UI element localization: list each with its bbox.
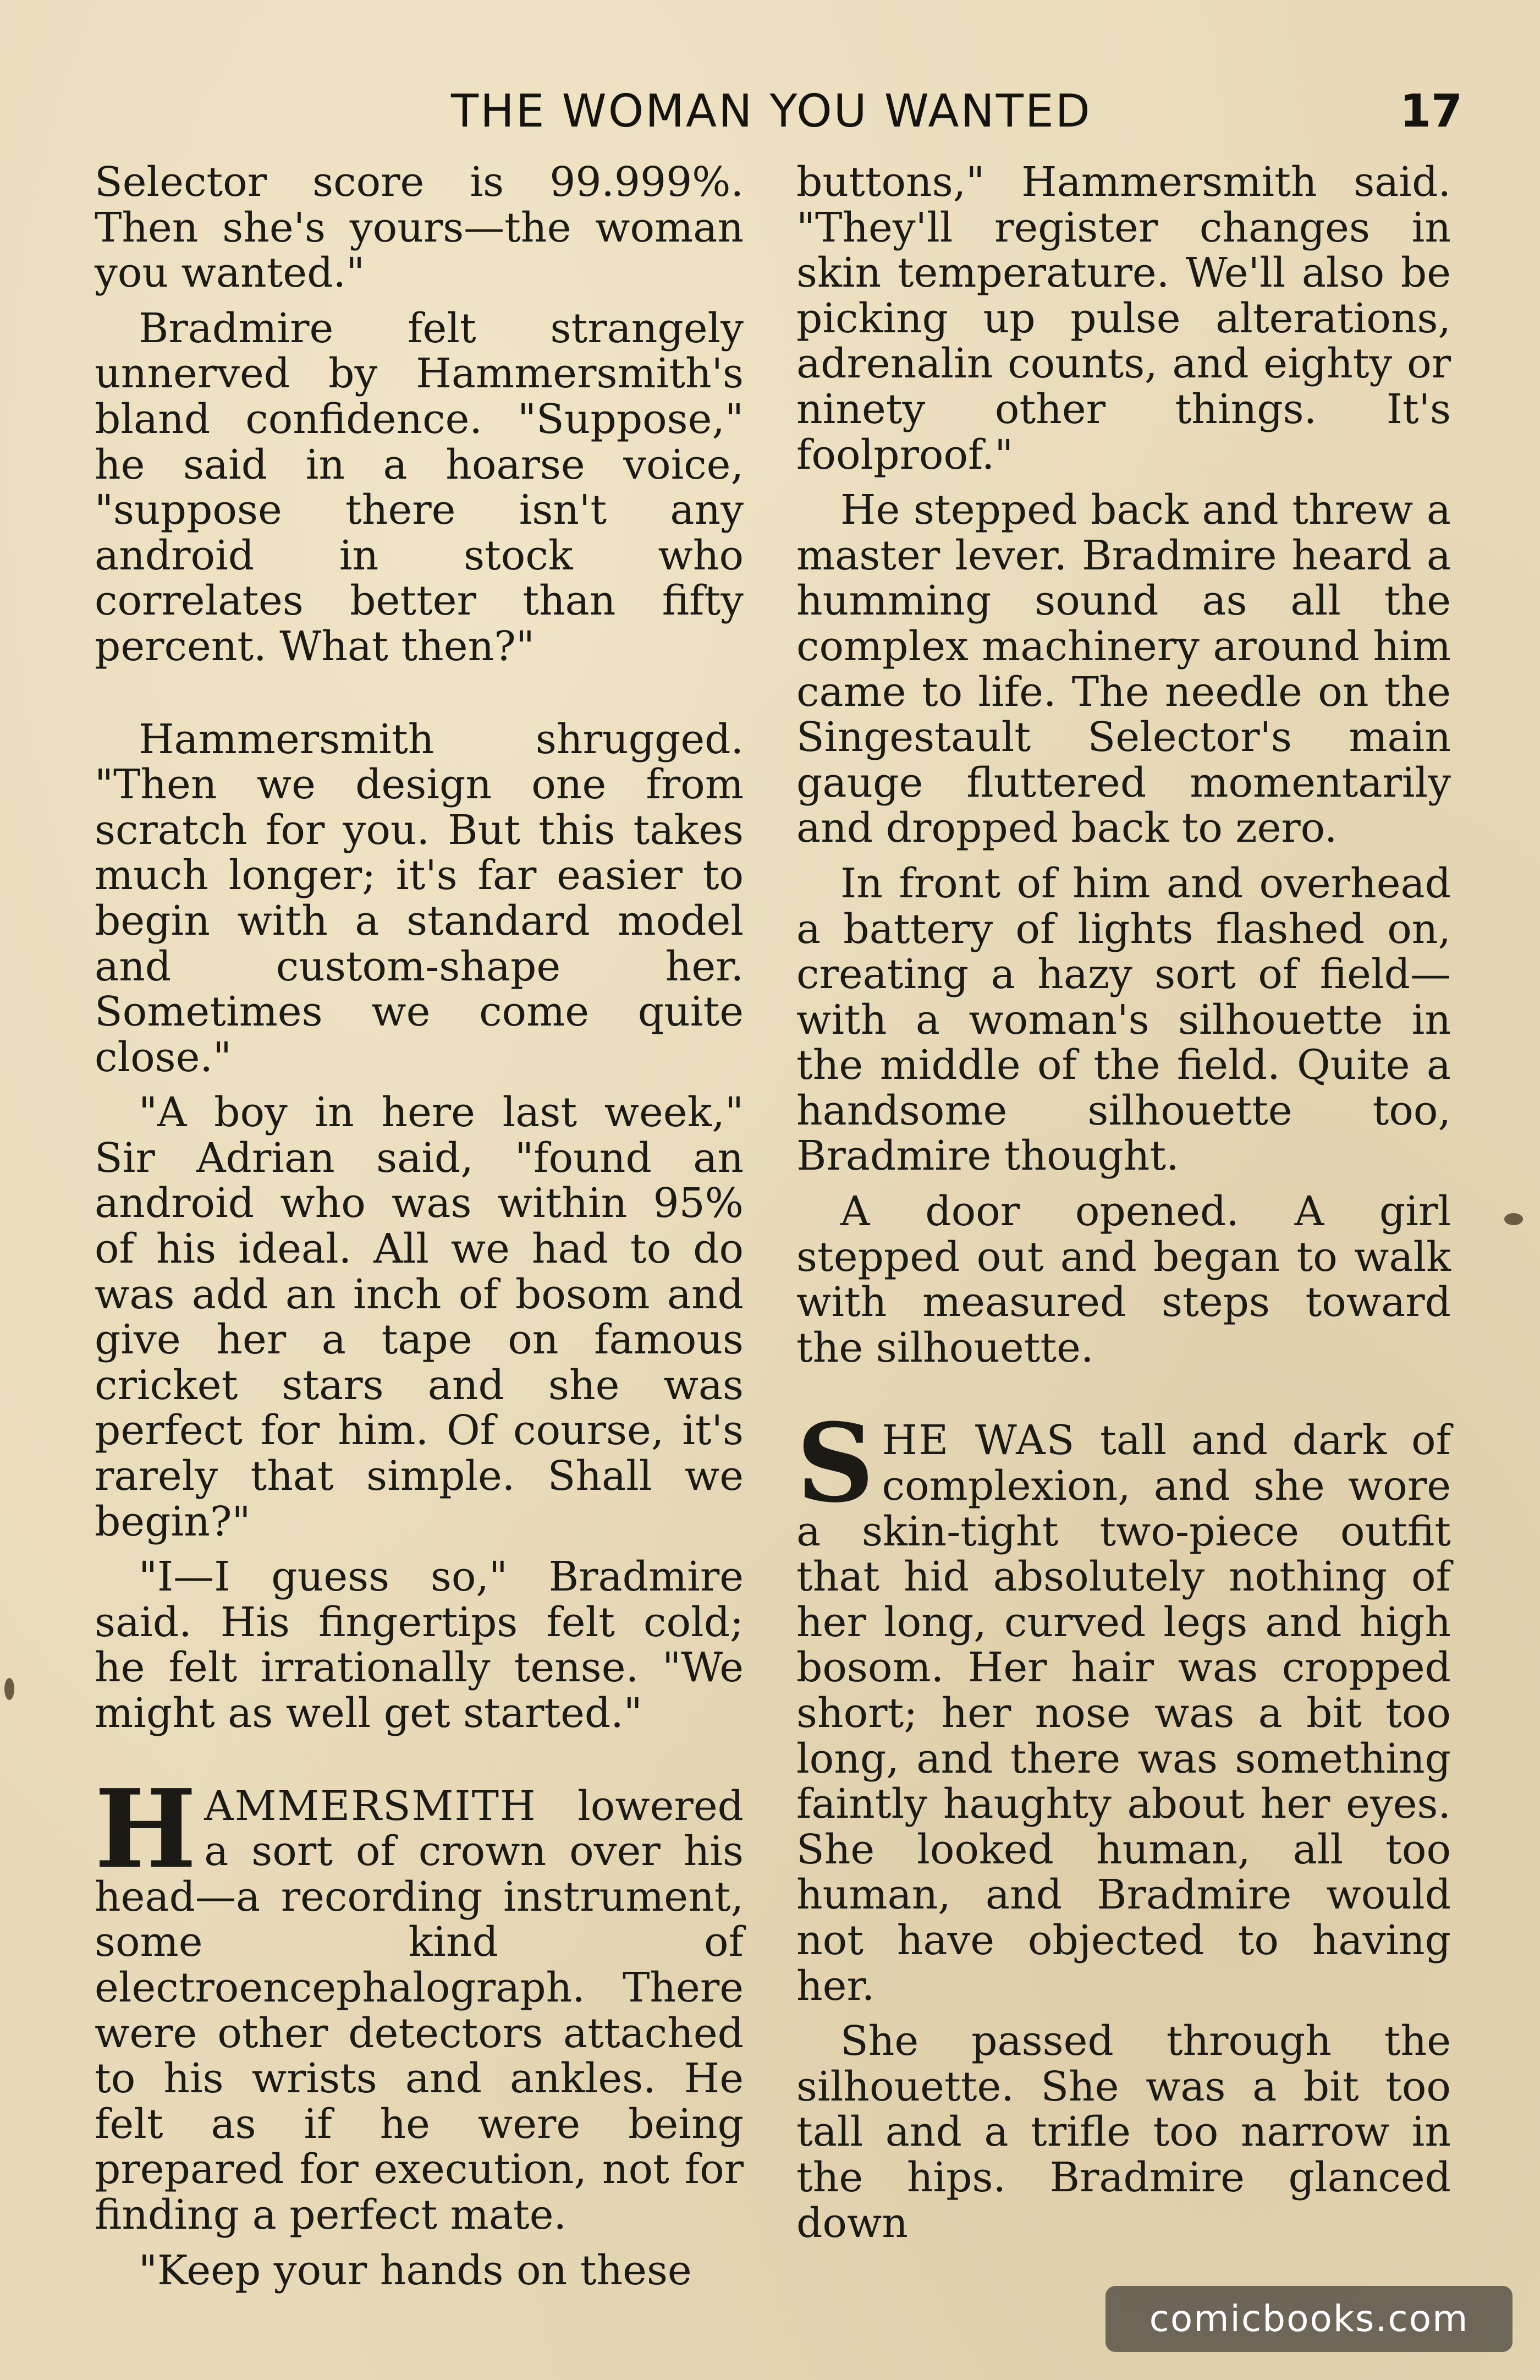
drop-cap: S (796, 1400, 875, 1527)
paragraph: "Keep your hands on these (139, 2246, 692, 2294)
paragraph: "A boy in here last week," Sir Adrian said, "found an android who was within 95% of his ideal. All we had to do was add an inch of bosom and give her a tape on famous cricket stars and she was perfect for him. Of course, it's rarely that simple. Shall we begin?" (95, 1089, 744, 1545)
paragraph: "I—I guess so," Bradmire said. His fingertips felt cold; he felt irrationally tense. "We might as well get started." (95, 1553, 744, 1737)
paragraph: Hammersmith shrugged. "Then we design one from scratch for you. But this takes much longer; it's far easier to begin with a standard model and custom-shape her. Sometimes we come quite close." (95, 715, 744, 1081)
paragraph-text: tall and dark of complexion, and she wore a skin-tight two-piece outfit that hid absolutely nothing of her long, curved legs and high bosom. Her hair was cropped short; her nose was a bit too long, and there was something faintly haughty about her eyes. She looked human, all too human, and Bradmire would not have objected to having her. (796, 1417, 1451, 2010)
running-header (0, 85, 1540, 146)
paragraph: buttons," Hammersmith said. "They'll register changes in skin temperature. We'll also be picking up pulse alterations, adrenalin counts, and eighty or ninety other things. It's foolproof." (796, 158, 1451, 479)
paragraph-text: lowered a sort of crown over his head—a recording instrument, some kind of electroencephalograph. There were other detectors attached to his wrists and ankles. He felt as if he were being prepared for execution, not for finding a perfect mate. (95, 1782, 744, 2239)
lead-in: AMMERSMITH (204, 1782, 537, 1830)
running-title: THE WOMAN YOU WANTED (451, 85, 1092, 138)
drop-cap: H (95, 1765, 197, 1893)
right-column (796, 160, 1451, 2246)
page-number: 17 (1400, 85, 1463, 138)
paragraph: A door opened. A girl stepped out and began to walk with measured steps toward the silhouette. (796, 1188, 1451, 1372)
paragraph: She passed through the silhouette. She was a bit too tall and a trifle too narrow in the hips. Bradmire glanced down (796, 2017, 1451, 2247)
paragraph: Selector score is 99.999%. Then she's yours—the woman you wanted." (95, 158, 744, 297)
paragraph: In front of him and overhead a battery of lights flashed on, creating a hazy sort of field—with a woman's silhouette in the middle of the field. Quite a handsome silhouette too, Bradmire thought. (796, 859, 1451, 1180)
left-column (95, 160, 744, 2293)
ink-speck (4, 1678, 14, 1700)
ink-speck (1504, 1213, 1523, 1225)
watermark: comicbooks.com (1106, 2286, 1513, 2352)
section-paragraph (95, 1765, 744, 2239)
paragraph: He stepped back and threw a master lever. Bradmire heard a humming sound as all the complex machinery around him came to life. The needle on the Singestault Selector's main gauge fluttered momentarily and dropped back to zero. (796, 486, 1451, 852)
lead-in: HE WAS (882, 1417, 1076, 1465)
section-paragraph (796, 1400, 1451, 2010)
paragraph: Bradmire felt strangely unnerved by Hammersmith's bland confidence. "Suppose," he said in a hoarse voice, "suppose there isn't any android in stock who correlates better than fifty percent. What then?" (95, 304, 744, 670)
